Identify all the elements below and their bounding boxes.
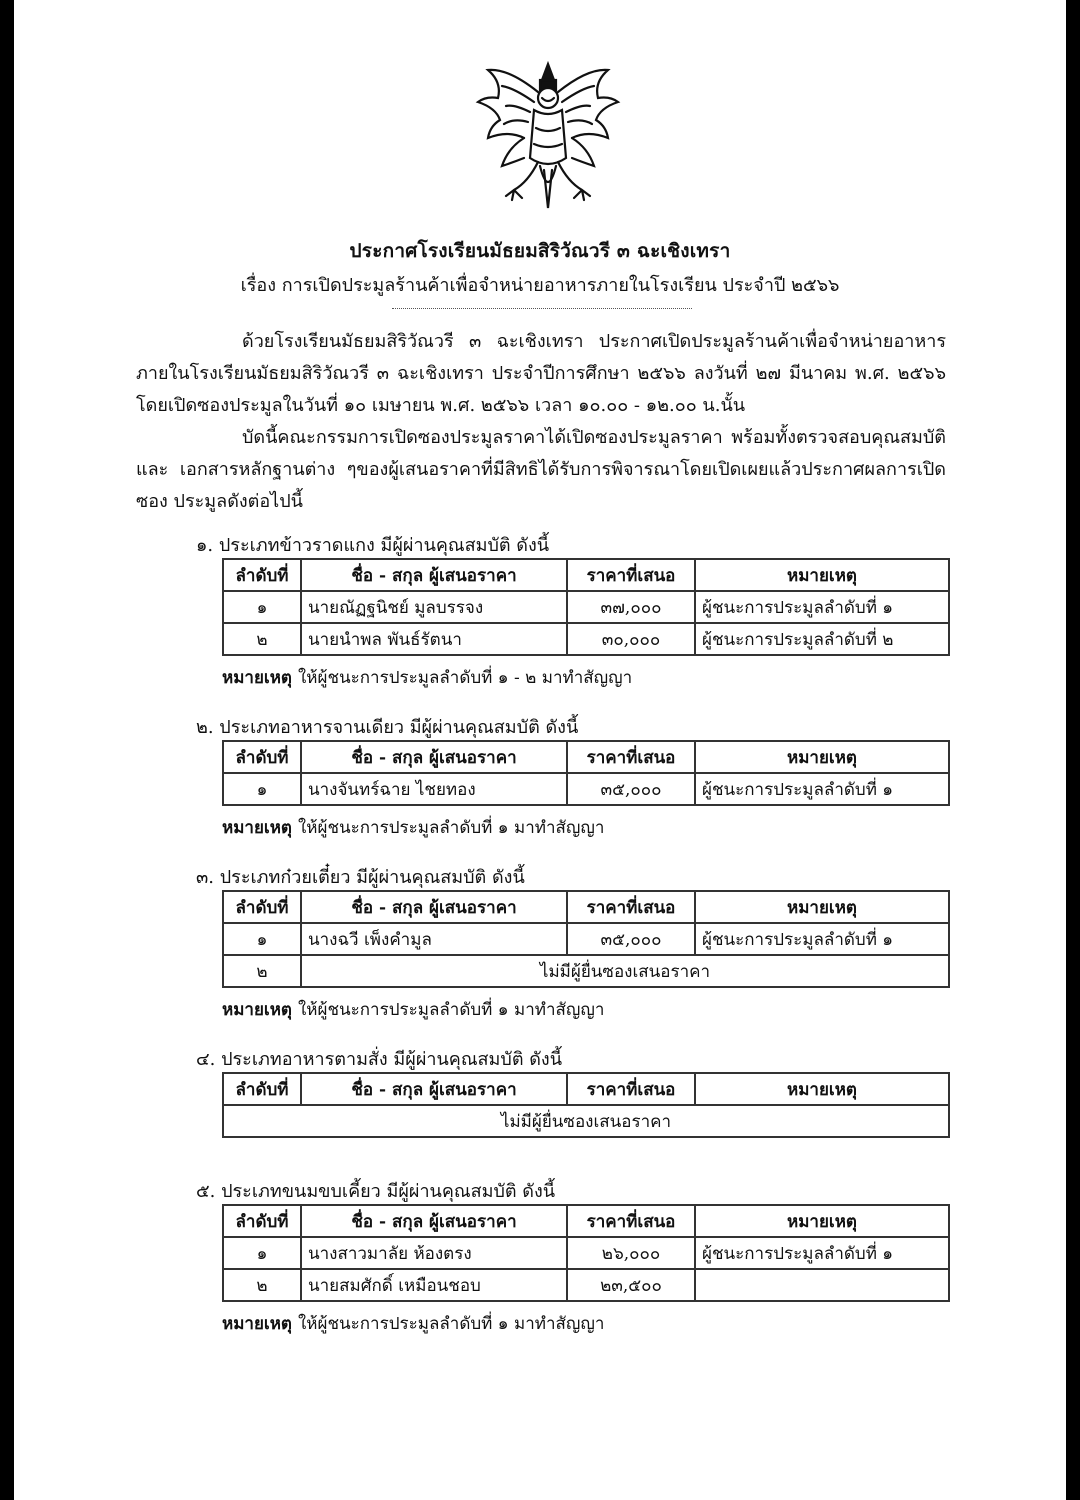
section-3-table: [222, 890, 950, 988]
result-paragraph: บัดนี้คณะกรรมการเปิดซองประมูลราคาได้เปิดซองประมูลราคา พร้อมทั้งตรวจสอบคุณสมบัติ และ เอกสารหลักฐานต่าง ๆของผู้เสนอราคาที่มีสิทธิได้รับการพิจารณาโดยเปิดเผยแล้วประกาศผลการเปิดซอง ประมูลดังต่อไปนี้: [136, 427, 946, 512]
col-name-header: ชื่อ - สกุล ผู้เสนอราคา: [301, 741, 567, 773]
section-1-table: [222, 558, 950, 656]
note-text: ให้ผู้ชนะการประมูลลำดับที่ ๑ มาทำสัญญา: [297, 1000, 605, 1020]
row-remark: ผู้ชนะการประมูลลำดับที่ ๒: [695, 623, 949, 655]
col-name-header: ชื่อ - สกุล ผู้เสนอราคา: [301, 891, 567, 923]
row-no: ๑: [223, 923, 301, 955]
col-name-header: ชื่อ - สกุล ผู้เสนอราคา: [301, 559, 567, 591]
col-remark-header: หมายเหตุ: [695, 559, 949, 591]
col-name-header: ชื่อ - สกุล ผู้เสนอราคา: [301, 1205, 567, 1237]
row-remark: ผู้ชนะการประมูลลำดับที่ ๑: [695, 1237, 949, 1269]
table-row: [223, 1237, 949, 1269]
section-4-table: [222, 1072, 950, 1138]
col-remark-header: หมายเหตุ: [695, 1073, 949, 1105]
table-header-row: [223, 1073, 949, 1105]
note-label: หมายเหตุ: [222, 1000, 292, 1020]
table-header-row: [223, 1205, 949, 1237]
row-price: ๓๗,๐๐๐: [567, 591, 695, 623]
table-header-row: [223, 559, 949, 591]
row-price: ๓๕,๐๐๐: [567, 923, 695, 955]
table-row: [223, 1105, 949, 1137]
row-name: นายณัฏฐนิชย์ มูลบรรจง: [301, 591, 567, 623]
table-row: [223, 955, 949, 987]
col-no-header: ลำดับที่: [223, 1205, 301, 1237]
section-2-note: [222, 814, 604, 841]
row-no: ๒: [223, 623, 301, 655]
col-no-header: ลำดับที่: [223, 1073, 301, 1105]
col-remark-header: หมายเหตุ: [695, 891, 949, 923]
announcement-subject: เรื่อง การเปิดประมูลร้านค้าเพื่อจำหน่ายอาหารภายในโรงเรียน ประจำปี ๒๕๖๖: [240, 275, 840, 296]
table-header-row: [223, 741, 949, 773]
row-price: ๒๖,๐๐๐: [567, 1237, 695, 1269]
row-no: ๒: [223, 1269, 301, 1301]
col-name-header: ชื่อ - สกุล ผู้เสนอราคา: [301, 1073, 567, 1105]
row-price: ๒๓,๕๐๐: [567, 1269, 695, 1301]
announcement-title: ประกาศโรงเรียนมัธยมสิริวัณวรี ๓ ฉะเชิงเทรา: [349, 240, 731, 262]
row-price: ๓๕,๐๐๐: [567, 773, 695, 805]
row-remark: ผู้ชนะการประมูลลำดับที่ ๑: [695, 773, 949, 805]
section-5-heading: ๕. ประเภทขนมขบเคี้ยว มีผู้ผ่านคุณสมบัติ ดังนี้: [196, 1181, 556, 1202]
section-5-note: [222, 1310, 604, 1337]
section-4-heading: ๔. ประเภทอาหารตามสั่ง มีผู้ผ่านคุณสมบัติ ดังนี้: [196, 1049, 563, 1070]
row-no: ๑: [223, 591, 301, 623]
row-merged-note: ไม่มีผู้ยื่นซองเสนอราคา: [223, 1105, 949, 1137]
note-label: หมายเหตุ: [222, 1314, 292, 1334]
col-no-header: ลำดับที่: [223, 559, 301, 591]
row-remark: ผู้ชนะการประมูลลำดับที่ ๑: [695, 923, 949, 955]
row-name: นางสาวมาลัย ห้องตรง: [301, 1237, 567, 1269]
table-row: [223, 773, 949, 805]
garuda-emblem-icon: [468, 58, 628, 218]
col-price-header: ราคาที่เสนอ: [567, 891, 695, 923]
col-price-header: ราคาที่เสนอ: [567, 559, 695, 591]
col-remark-header: หมายเหตุ: [695, 741, 949, 773]
row-no: ๒: [223, 955, 301, 987]
row-name: นางฉวี เพ็งคำมูล: [301, 923, 567, 955]
section-5-table: [222, 1204, 950, 1302]
intro-paragraph: ด้วยโรงเรียนมัธยมสิริวัณวรี ๓ ฉะเชิงเทรา ประกาศเปิดประมูลร้านค้าเพื่อจำหน่ายอาหาร ภายในโรงเรียนมัธยมสิริวัณวรี ๓ ฉะเชิงเทรา ประจำปีการศึกษา ๒๕๖๖ ลงวันที่ ๒๗ มีนาคม พ.ศ. ๒๕๖๖ โดยเปิดซองประมูลในวันที่ ๑๐ เมษายน พ.ศ. ๒๕๖๖ เวลา ๑๐.๐๐ - ๑๒.๐๐ น.นั้น: [136, 331, 946, 416]
note-label: หมายเหตุ: [222, 668, 292, 688]
table-header-row: [223, 891, 949, 923]
row-price: ๓๐,๐๐๐: [567, 623, 695, 655]
col-price-header: ราคาที่เสนอ: [567, 1205, 695, 1237]
note-text: ให้ผู้ชนะการประมูลลำดับที่ ๑ มาทำสัญญา: [297, 818, 605, 838]
table-row: [223, 623, 949, 655]
row-name: นายนำพล พันธ์รัตนา: [301, 623, 567, 655]
section-1-heading: ๑. ประเภทข้าวราดแกง มีผู้ผ่านคุณสมบัติ ดังนี้: [196, 535, 550, 556]
row-no: ๑: [223, 1237, 301, 1269]
note-label: หมายเหตุ: [222, 818, 292, 838]
section-2-heading: ๒. ประเภทอาหารจานเดียว มีผู้ผ่านคุณสมบัติ ดังนี้: [196, 717, 579, 738]
col-remark-header: หมายเหตุ: [695, 1205, 949, 1237]
note-text: ให้ผู้ชนะการประมูลลำดับที่ ๑ มาทำสัญญา: [297, 1314, 605, 1334]
section-3-heading: ๓. ประเภทก๋วยเตี๋ยว มีผู้ผ่านคุณสมบัติ ดังนี้: [196, 867, 525, 888]
table-row: [223, 591, 949, 623]
table-row: [223, 923, 949, 955]
row-name: นางจันทร์ฉาย ไชยทอง: [301, 773, 567, 805]
row-remark: ผู้ชนะการประมูลลำดับที่ ๑: [695, 591, 949, 623]
table-row: [223, 1269, 949, 1301]
section-1-note: [222, 664, 632, 691]
col-price-header: ราคาที่เสนอ: [567, 741, 695, 773]
dotted-divider: [392, 308, 692, 309]
row-no: ๑: [223, 773, 301, 805]
row-name: นายสมศักดิ์ เหมือนชอบ: [301, 1269, 567, 1301]
col-no-header: ลำดับที่: [223, 741, 301, 773]
row-merged-note: ไม่มีผู้ยื่นซองเสนอราคา: [301, 955, 949, 987]
section-2-table: [222, 740, 950, 806]
col-price-header: ราคาที่เสนอ: [567, 1073, 695, 1105]
section-3-note: [222, 996, 604, 1023]
row-remark: [695, 1269, 949, 1301]
col-no-header: ลำดับที่: [223, 891, 301, 923]
note-text: ให้ผู้ชนะการประมูลลำดับที่ ๑ - ๒ มาทำสัญญา: [297, 668, 633, 688]
